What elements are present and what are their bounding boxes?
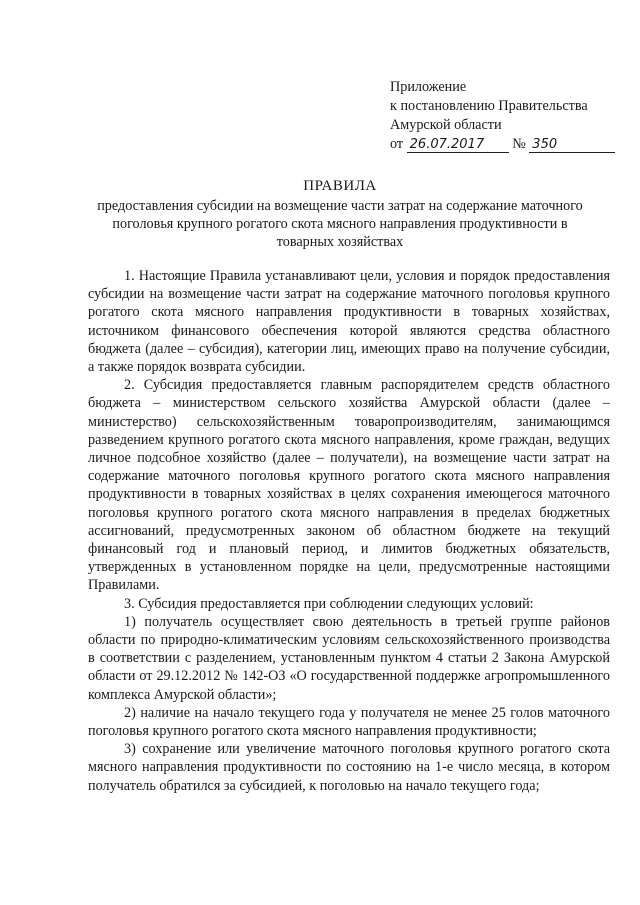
appendix-line-2: к постановлению Правительства bbox=[390, 98, 588, 114]
document-title: ПРАВИЛА bbox=[303, 178, 377, 194]
document-body bbox=[88, 267, 610, 795]
appendix-block bbox=[390, 78, 630, 154]
paragraph-2: 2. Субсидия предоставляется главным распорядителем средств областного бюджета – министерством сельского хозяйства Амурской области (далее – министерство) сельскохозяйственным товаропроизводителям, занимающимся разведением крупного рогатого скота мясного направления, кроме граждан, ведущих личное подсобное хозяйство (далее – получатели), на возмещение части затрат на содержание маточного поголовья крупного рогатого скота мясного направления продуктивности в товарных хозяйствах в целях сохранения имеющегося маточного поголовья крупного рогатого скота мясного направления в пределах бюджетных ассигнований, предусмотренных законом об областном бюджете на текущий финансовый год и плановый период, и лимитов бюджетных обязательств, утвержденных в установленном порядке на цели, предусмотренные настоящими Правилами. bbox=[88, 377, 610, 594]
paragraph-3-item-3: 3) сохранение или увеличение маточного поголовья крупного рогатого скота мясного направления продуктивности по состоянию на 1-е число месяца, в котором получатель обратился за субсидией, к поголовью на начало текущего года; bbox=[88, 741, 610, 794]
appendix-date-line bbox=[390, 135, 630, 154]
handwritten-number: 350 bbox=[529, 137, 615, 153]
paragraph-1: 1. Настоящие Правила устанавливают цели, условия и порядок предоставления субсидии на возмещение части затрат на содержание маточного поголовья крупного рогатого скота мясного направления продуктивности в товарных хозяйствах, источником финансового обеспечения которой являются средства областного бюджета (далее – субсидия), категории лиц, имеющих право на получение субсидии, а также порядок возврата субсидии. bbox=[88, 268, 610, 376]
document-subtitle: предоставления субсидии на возмещение части затрат на содержание маточного поголовья крупного рогатого скота мясного направления продуктивности в товарных хозяйствах bbox=[97, 198, 583, 250]
paragraph-3-item-2: 2) наличие на начало текущего года у получателя не менее 25 голов маточного поголовья крупного рогатого скота мясного направления продуктивности; bbox=[88, 704, 610, 740]
number-sign: № bbox=[512, 136, 526, 152]
paragraph-3-item-1: 1) получатель осуществляет свою деятельность в третьей группе районов области по природно-климатическим условиям сельскохозяйственного производства в соответствии с разделением, установленным пунктом 4 статьи 2 Закона Амурской области от 29.12.2012 № 142-ОЗ «О государственной поддержке агропромышленного комплекса Амурской области»; bbox=[88, 613, 610, 703]
appendix-line-3: Амурской области bbox=[390, 117, 502, 133]
appendix-line-1: Приложение bbox=[390, 79, 467, 95]
appendix-prefix: от bbox=[390, 136, 404, 152]
handwritten-date: 26.07.2017 bbox=[407, 137, 509, 153]
paragraph-3: 3. Субсидия предоставляется при соблюдении следующих условий: bbox=[124, 595, 534, 612]
